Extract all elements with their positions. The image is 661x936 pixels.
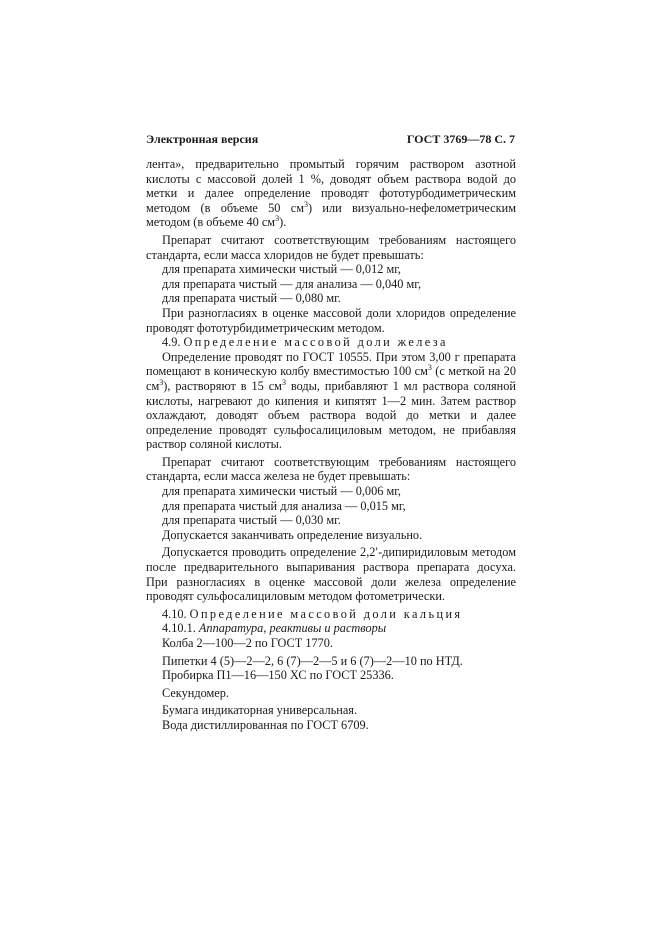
chloride-limit-item: для препарата чистый — 0,080 мг.: [162, 291, 341, 306]
iron-limit-item: для препарата чистый — 0,030 мг.: [162, 513, 341, 528]
paragraph-chloride-requirement: Препарат считают соответствующим требованиям настоящего стандарта, если масса хлоридов не будет превышать:: [146, 232, 516, 262]
iron-limit-item: для препарата химически чистый — 0,006 мг,: [162, 484, 401, 499]
equipment-item: Колба 2—100—2 по ГОСТ 1770.: [162, 636, 334, 650]
iron-limit-item: для препарата чистый для анализа — 0,015 мг,: [162, 498, 406, 513]
paragraph-visual-determination: Допускается заканчивать определение визуально.: [162, 527, 423, 542]
paragraph-dipyridyl-method: Допускается проводить определение 2,2′-дипиридиловым методом после предварительного выпаривания раствора препарата досуха. При разногласиях в оценке массовой доли железа определение проводят сульфосалициловым методом фотометрически.: [146, 545, 516, 604]
chloride-limit-item: для препарата чистый — для анализа — 0,040 мг,: [162, 276, 422, 291]
equipment-item: Секундомер.: [162, 685, 229, 700]
equipment-item: Пробирка П1—16—150 ХС по ГОСТ 25336.: [162, 668, 394, 683]
equipment-item: Вода дистиллированная по ГОСТ 6709.: [162, 717, 369, 732]
header-edition-label: Электронная версия: [146, 132, 259, 146]
paragraph-chloride-disagreement: При разногласиях в оценке массовой доли хлоридов определение проводят фототурбидиметрическим методом.: [146, 305, 516, 335]
section-heading-4-10: 4.10. Определение массовой доли кальция: [162, 606, 463, 621]
section-heading-4-9: 4.9. Определение массовой доли железа: [162, 335, 448, 350]
header-standard-page: ГОСТ 3769—78 С. 7: [406, 132, 515, 146]
equipment-item: Бумага индикаторная универсальная.: [162, 703, 358, 718]
paragraph-iron-procedure: Определение проводят по ГОСТ 10555. При этом 3,00 г препарата помещают в коническую колбу вместимостью 100 $см^3$ (с меткой на 20 $см^3$), растворяют в 15 $см^3$ воды, прибавляют 1 мл раствора соляной кислоты, нагревают до кипения и кипятят 1—2 мин. Затем раствор охлаждают, доводят объем раствора водой до метки и далее определение проводят сульфосалициловым методом, не прибавляя раствор соляной кислоты.: [146, 349, 516, 452]
paragraph-continued-chlorides: лента», предварительно промытый горячим раствором азотной кислоты с массовой долей 1 %, доводят объем раствора водой до метки и далее определение проводят фототурбодиметрическим методом (в объеме 50 $см^3$) или визуально-нефелометрическим методом (в объеме 40 $см^3$).: [146, 157, 516, 230]
equipment-item: Пипетки 4 (5)—2—2, 6 (7)—2—5 и 6 (7)—2—10 по НТД.: [162, 653, 463, 668]
document-body: [146, 157, 516, 733]
subsection-heading-4-10-1: 4.10.1. Аппаратура, реактивы и растворы: [162, 621, 387, 636]
chloride-limit-item: для препарата химически чистый — 0,012 мг,: [162, 262, 401, 277]
paragraph-iron-requirement: Препарат считают соответствующим требованиям настоящего стандарта, если масса железа не будет превышать:: [146, 454, 516, 484]
